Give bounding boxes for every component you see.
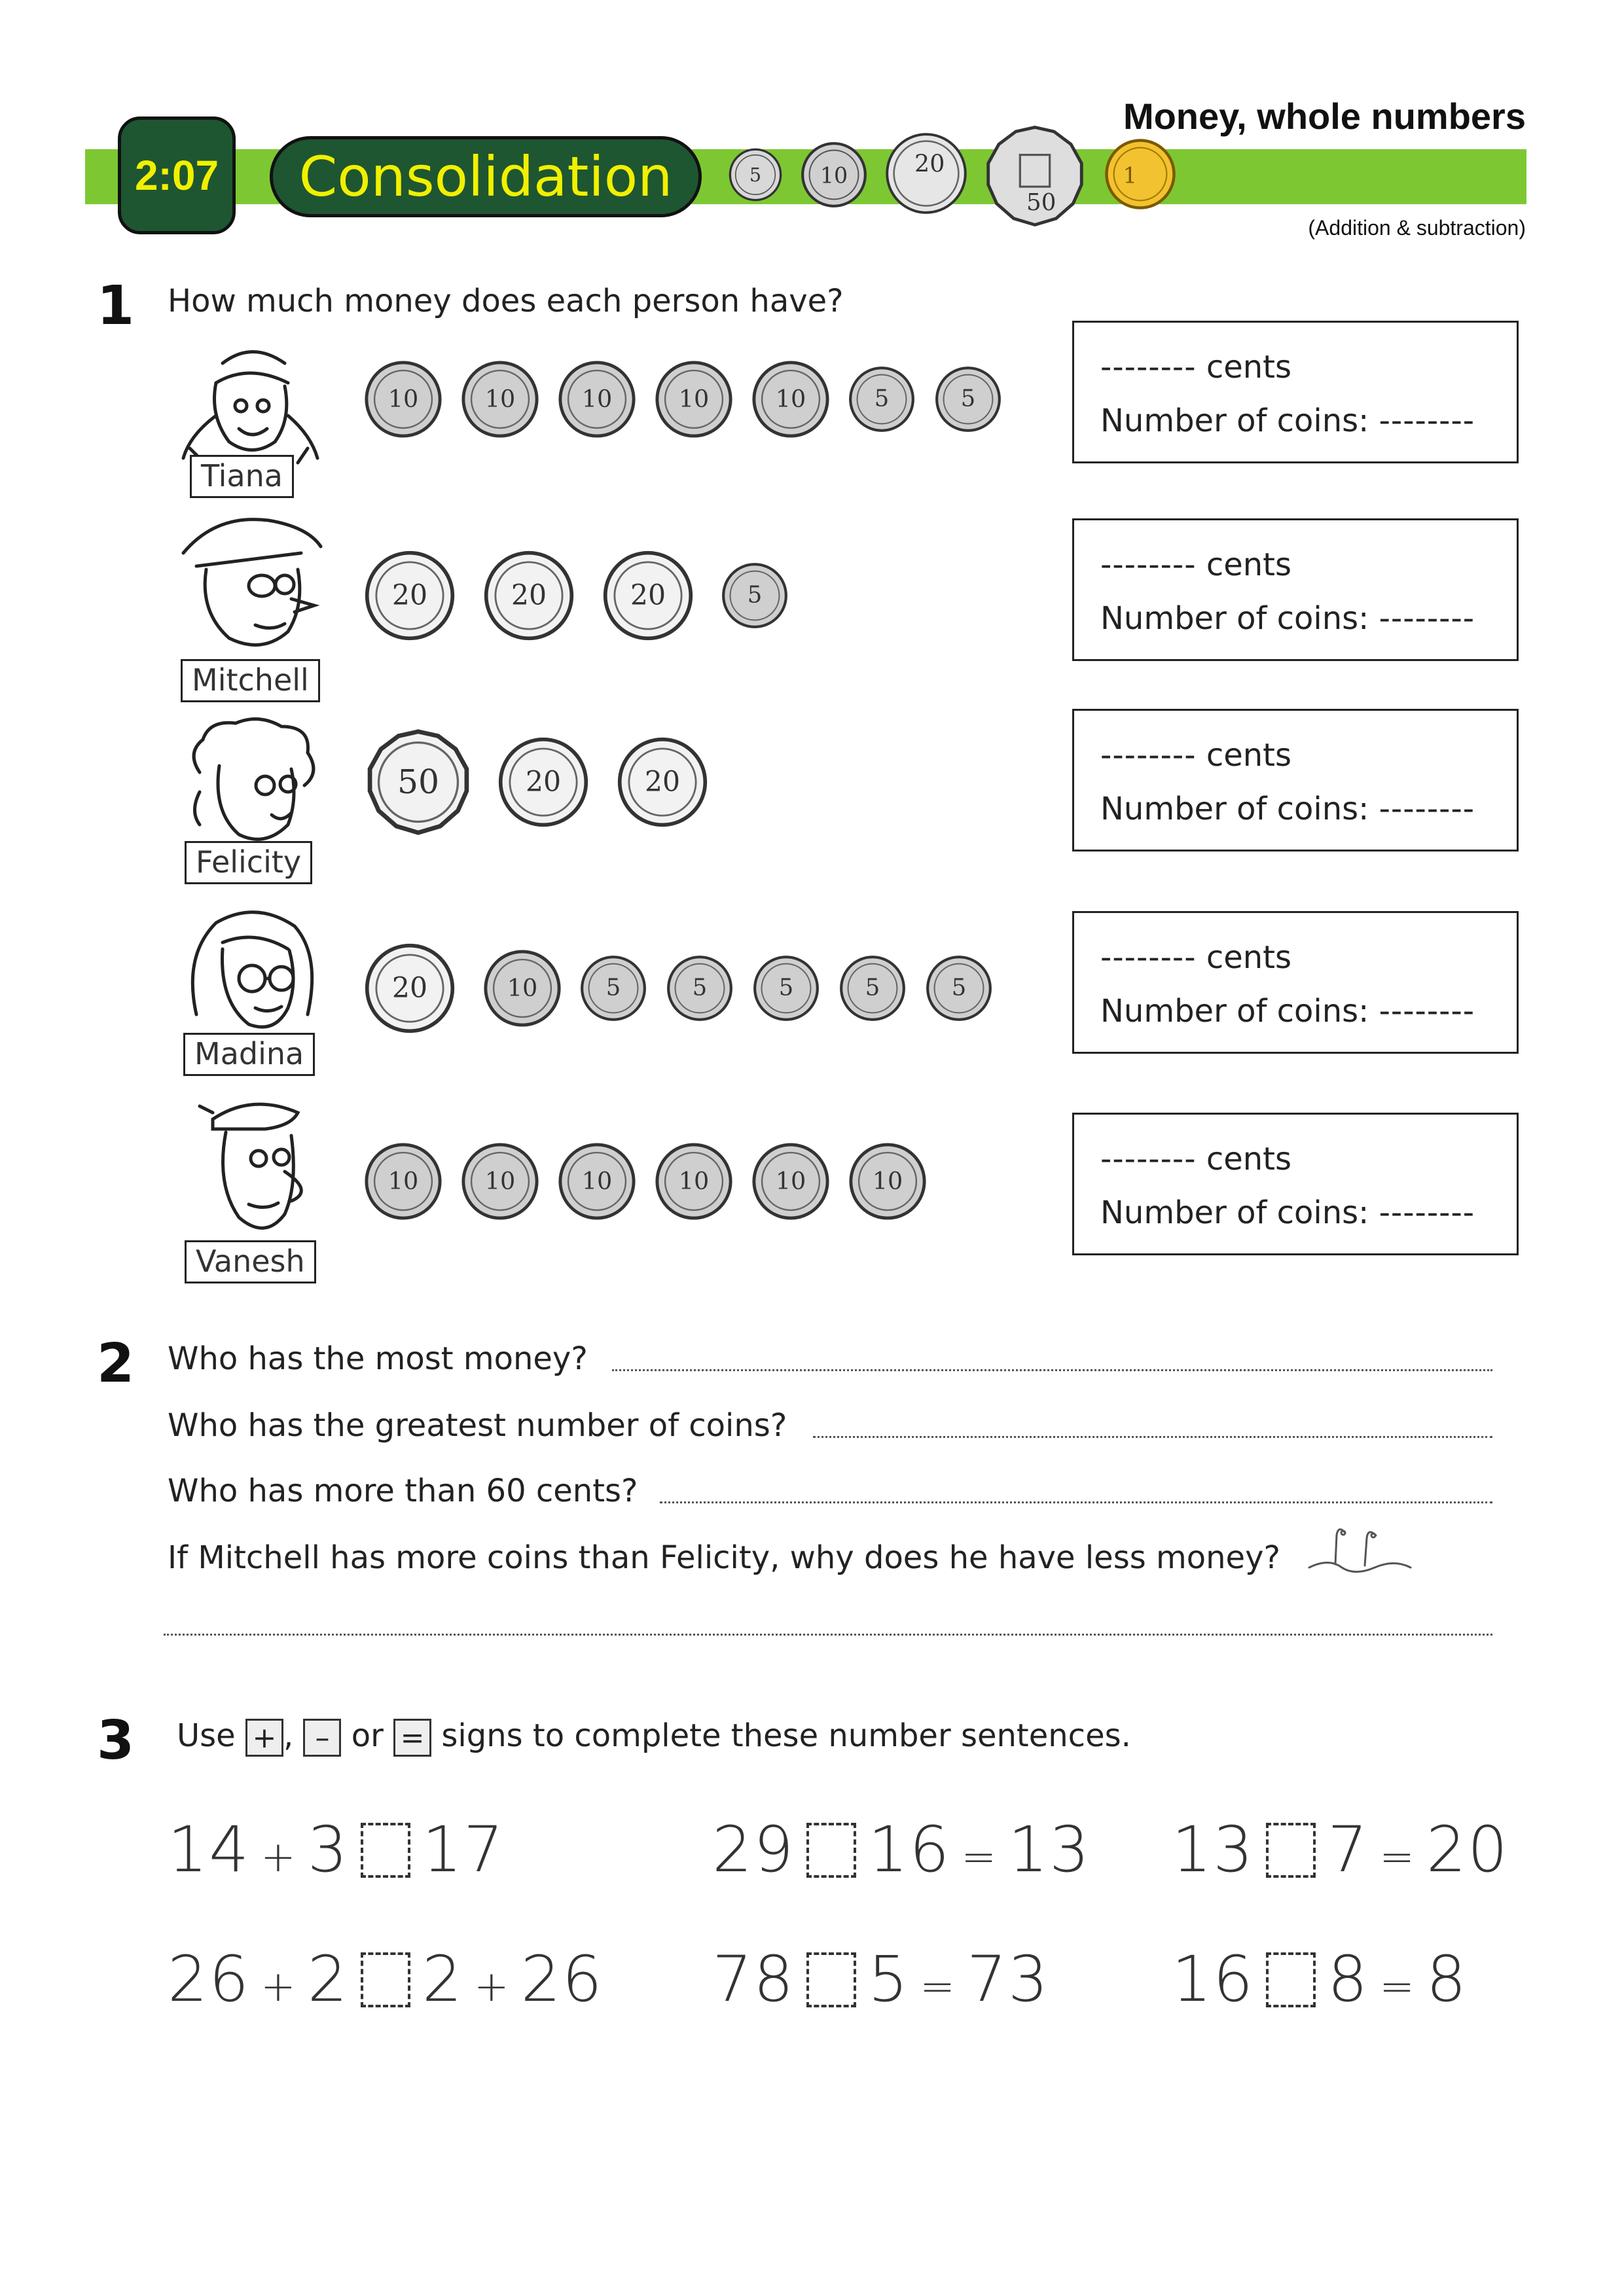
num: 14 — [168, 1813, 251, 1886]
coin-5-icon — [721, 562, 789, 630]
name-label: Felicity — [185, 841, 312, 884]
answer-box — [1072, 321, 1519, 463]
coins-label: Number of coins: — [1100, 1194, 1369, 1231]
operator: + — [261, 1833, 297, 1882]
num: 16 — [868, 1813, 951, 1886]
answer-box — [1072, 709, 1519, 852]
svg-text:5: 5 — [605, 974, 621, 1001]
coin-10-icon — [557, 359, 637, 439]
sign-blank[interactable] — [806, 1952, 856, 2007]
svg-text:20: 20 — [511, 579, 547, 613]
answer-box — [1072, 911, 1519, 1054]
sign-blank[interactable] — [1266, 1952, 1316, 2007]
cents-label: cents — [1206, 547, 1291, 583]
operator: = — [961, 1833, 998, 1882]
coin-5-icon — [934, 365, 1002, 433]
number-sentence — [168, 1943, 604, 2016]
coin-10-icon — [800, 141, 868, 209]
coins-label: Number of coins: — [1100, 600, 1369, 637]
instruction-use: Use — [177, 1717, 236, 1754]
svg-text:5: 5 — [749, 164, 762, 187]
coin-10-icon — [363, 359, 443, 439]
svg-text:10: 10 — [484, 385, 516, 414]
coin-10-icon — [654, 1141, 734, 1221]
svg-text:50: 50 — [397, 762, 440, 801]
instruction — [177, 1717, 1131, 1757]
svg-text:50: 50 — [1026, 188, 1056, 216]
num: 2 — [307, 1943, 349, 2016]
num: 2 — [422, 1943, 463, 2016]
number-sentence — [1172, 1813, 1509, 1886]
coin-20-icon — [363, 549, 456, 642]
num: 13 — [1172, 1813, 1255, 1886]
num: 8 — [1426, 1943, 1468, 2016]
girl-with-glasses-icon — [177, 903, 327, 1041]
num: 26 — [168, 1943, 251, 2016]
svg-text:10: 10 — [581, 1167, 613, 1196]
num: 3 — [307, 1813, 349, 1886]
coin-10-icon — [557, 1141, 637, 1221]
coin-20-icon — [602, 549, 695, 642]
svg-text:10: 10 — [678, 385, 710, 414]
plus-sign-box: + — [245, 1719, 283, 1757]
minus-sign-box: – — [303, 1719, 341, 1757]
svg-text:10: 10 — [775, 1167, 806, 1196]
num: 5 — [868, 1943, 910, 2016]
operator: = — [1379, 1963, 1416, 2011]
coin-10-icon — [363, 1141, 443, 1221]
coin-20-icon — [616, 736, 709, 829]
coin-5-icon — [666, 954, 734, 1022]
coins-blank[interactable]: -------- — [1379, 791, 1475, 827]
operator: = — [1379, 1833, 1416, 1882]
svg-text:10: 10 — [820, 162, 848, 188]
svg-text:20: 20 — [914, 149, 945, 178]
sign-blank[interactable] — [1266, 1823, 1316, 1878]
coin-50-icon — [982, 123, 1088, 229]
cents-blank[interactable]: -------- — [1100, 1141, 1197, 1177]
question-text: How much money does each person have? — [168, 283, 844, 319]
equals-sign-box: = — [393, 1719, 431, 1757]
coins-blank[interactable]: -------- — [1379, 403, 1475, 439]
coin-5-icon — [752, 954, 820, 1022]
sign-blank[interactable] — [361, 1823, 410, 1878]
cents-blank[interactable]: -------- — [1100, 349, 1197, 386]
instruction-rest: signs to complete these number sentences. — [441, 1717, 1131, 1754]
cents-blank[interactable]: -------- — [1100, 547, 1197, 583]
coin-5-icon — [728, 147, 783, 202]
name-label: Madina — [183, 1033, 315, 1076]
svg-text:10: 10 — [388, 385, 419, 414]
num: 78 — [712, 1943, 795, 2016]
num: 7 — [1327, 1813, 1369, 1886]
svg-text:20: 20 — [391, 972, 428, 1005]
number-sentence — [168, 1813, 505, 1886]
name-label: Mitchell — [181, 659, 320, 702]
svg-text:5: 5 — [692, 974, 708, 1001]
svg-text:1: 1 — [1123, 162, 1138, 188]
num: 16 — [1172, 1943, 1255, 2016]
question-text: Who has the most money? — [168, 1340, 588, 1377]
coin-10-icon — [482, 948, 562, 1028]
girl-with-curly-hair-icon — [173, 713, 331, 851]
cents-label: cents — [1206, 939, 1291, 976]
coin-5-icon — [925, 954, 993, 1022]
svg-text:5: 5 — [865, 974, 880, 1001]
question-text: If Mitchell has more coins than Felicity, why does he have less money? — [168, 1539, 1280, 1576]
svg-text:5: 5 — [747, 581, 763, 609]
boy-with-beret-icon — [187, 1093, 331, 1244]
answer-line[interactable] — [164, 1634, 1492, 1636]
coin-50-icon — [363, 727, 473, 837]
answer-box — [1072, 518, 1519, 661]
num: 73 — [966, 1943, 1050, 2016]
coin-5-icon — [839, 954, 907, 1022]
num: 26 — [520, 1943, 604, 2016]
question-number: 3 — [97, 1710, 135, 1772]
num: 13 — [1007, 1813, 1091, 1886]
name-label: Tiana — [190, 455, 294, 498]
svg-text:5: 5 — [778, 974, 794, 1001]
unit-number: 2:07 — [134, 152, 219, 199]
girl-with-pigtails-icon — [177, 337, 327, 468]
number-sentence — [1172, 1943, 1468, 2016]
svg-text:20: 20 — [630, 579, 666, 613]
sign-blank[interactable] — [361, 1952, 410, 2007]
boy-with-cap-icon — [170, 507, 334, 658]
coin-20-icon — [482, 549, 575, 642]
coin-10-icon — [460, 1141, 540, 1221]
number-sentence — [712, 1813, 1091, 1886]
svg-text:10: 10 — [388, 1167, 419, 1196]
cents-blank[interactable]: -------- — [1100, 939, 1197, 976]
question-number: 1 — [97, 275, 135, 337]
name-label: Vanesh — [185, 1240, 316, 1283]
operator: + — [473, 1963, 511, 2011]
coin-5-icon — [848, 365, 916, 433]
instruction-or: or — [351, 1717, 384, 1754]
coins-blank[interactable]: -------- — [1379, 993, 1475, 1030]
coins-blank[interactable]: -------- — [1379, 600, 1475, 637]
coin-10-icon — [848, 1141, 928, 1221]
answer-line[interactable] — [813, 1436, 1492, 1438]
title-pill — [270, 136, 702, 217]
unit-badge — [118, 117, 236, 234]
svg-text:20: 20 — [525, 766, 562, 799]
comma: , — [283, 1717, 294, 1754]
cents-label: cents — [1206, 1141, 1291, 1177]
subtopic: (Addition & subtraction) — [1308, 216, 1526, 240]
coins-label: Number of coins: — [1100, 403, 1369, 439]
svg-text:10: 10 — [678, 1167, 710, 1196]
worm-doodle-icon — [1303, 1518, 1414, 1577]
cents-label: cents — [1206, 737, 1291, 774]
answer-box — [1072, 1113, 1519, 1255]
page-title: Consolidation — [298, 145, 673, 209]
svg-text:10: 10 — [484, 1167, 516, 1196]
coins-label: Number of coins: — [1100, 791, 1369, 827]
num: 8 — [1327, 1943, 1369, 2016]
svg-text:20: 20 — [644, 766, 681, 799]
svg-text:5: 5 — [874, 385, 890, 412]
question-text: Who has the greatest number of coins? — [168, 1407, 787, 1444]
svg-text:5: 5 — [951, 974, 967, 1001]
svg-text:10: 10 — [507, 974, 538, 1003]
coins-label: Number of coins: — [1100, 993, 1369, 1030]
coin-1-dollar-icon — [1104, 137, 1177, 211]
coin-20-icon — [363, 942, 456, 1035]
coins-blank[interactable]: -------- — [1379, 1194, 1475, 1231]
operator: + — [261, 1963, 297, 2011]
answer-line[interactable] — [660, 1501, 1492, 1503]
coin-10-icon — [654, 359, 734, 439]
svg-text:5: 5 — [960, 385, 976, 412]
coin-10-icon — [751, 359, 831, 439]
svg-text:10: 10 — [775, 385, 806, 414]
sign-blank[interactable] — [806, 1823, 856, 1878]
coin-5-icon — [579, 954, 647, 1022]
question-text: Who has more than 60 cents? — [168, 1473, 638, 1509]
cents-label: cents — [1206, 349, 1291, 386]
cents-blank[interactable]: -------- — [1100, 737, 1197, 774]
num: 20 — [1426, 1813, 1509, 1886]
answer-line[interactable] — [612, 1369, 1492, 1371]
number-sentence — [712, 1943, 1049, 2016]
svg-text:20: 20 — [391, 579, 428, 613]
question-number: 2 — [97, 1333, 135, 1395]
coin-20-icon — [497, 736, 590, 829]
num: 29 — [712, 1813, 795, 1886]
operator: = — [920, 1963, 956, 2011]
topic-heading: Money, whole numbers — [1123, 96, 1526, 137]
coin-10-icon — [460, 359, 540, 439]
coin-10-icon — [751, 1141, 831, 1221]
svg-text:10: 10 — [872, 1167, 903, 1196]
svg-text:10: 10 — [581, 385, 613, 414]
num: 17 — [422, 1813, 505, 1886]
coin-20-icon — [884, 131, 969, 216]
